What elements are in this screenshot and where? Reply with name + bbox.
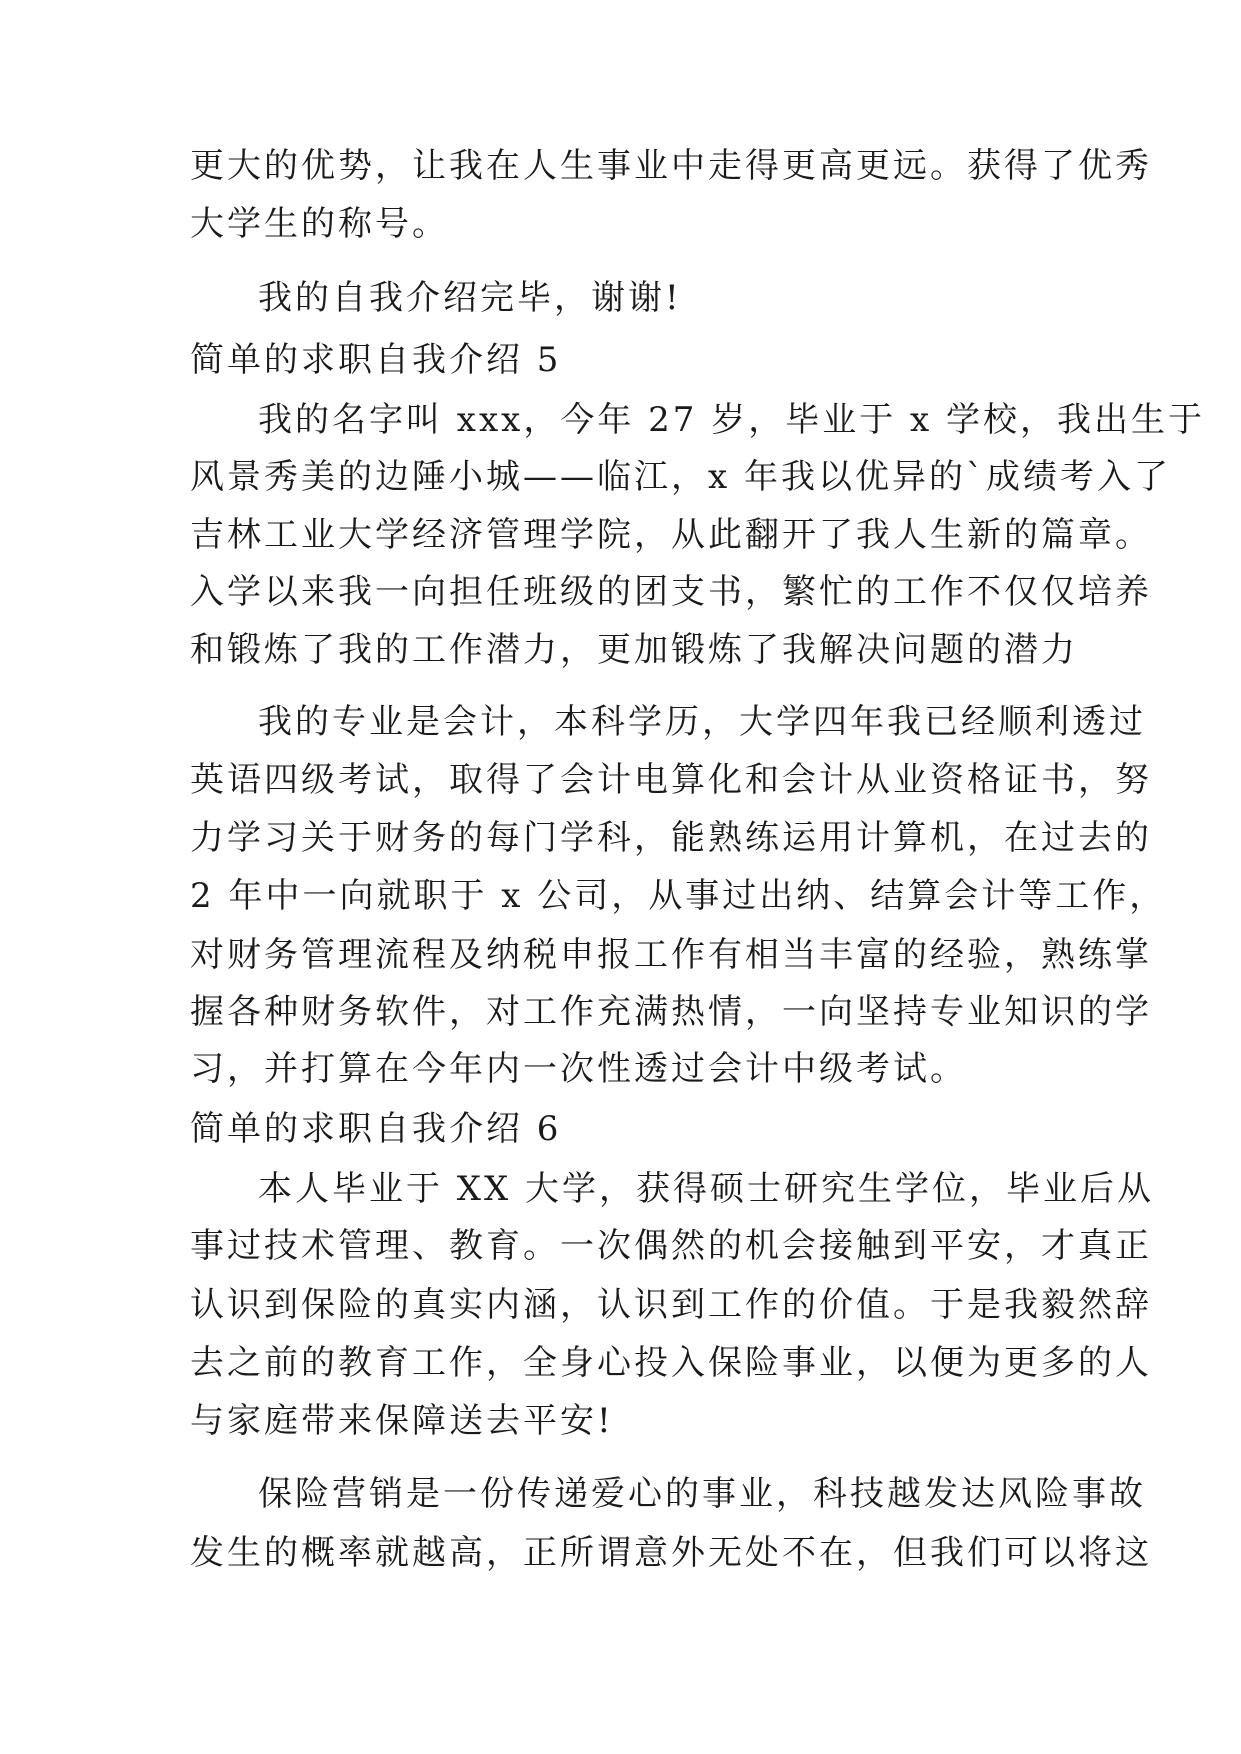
paragraph-line: 更大的优势，让我在人生事业中走得更高更远。获得了优秀	[190, 146, 1152, 186]
paragraph-line: 本人毕业于 XX 大学，获得硕士研究生学位，毕业后从	[258, 1169, 1155, 1209]
paragraph-line: 认识到保险的真实内涵，认识到工作的价值。于是我毅然辞	[190, 1285, 1152, 1325]
paragraph-line: 风景秀美的边陲小城——临江，x 年我以优异的`成绩考入了	[190, 457, 1171, 497]
paragraph-line: 我的名字叫 xxx，今年 27 岁，毕业于 x 学校，我出生于	[258, 400, 1205, 440]
paragraph-line: 大学生的称号。	[190, 204, 449, 244]
paragraph-line: 我的自我介绍完毕，谢谢!	[258, 278, 682, 318]
paragraph-line: 我的专业是会计，本科学历，大学四年我已经顺利透过	[258, 702, 1146, 742]
paragraph-line: 吉林工业大学经济管理学院，从此翻开了我人生新的篇章。	[190, 515, 1152, 555]
paragraph-line: 和锻炼了我的工作潜力，更加锻炼了我解决问题的潜力	[190, 630, 1078, 670]
section-heading: 简单的求职自我介绍 5	[190, 340, 562, 380]
paragraph-line: 习，并打算在今年内一次性透过会计中级考试。	[190, 1049, 967, 1089]
paragraph-line: 发生的概率就越高，正所谓意外无处不在，但我们可以将这	[190, 1533, 1152, 1573]
paragraph-line: 力学习关于财务的每门学科，能熟练运用计算机，在过去的	[190, 818, 1152, 858]
paragraph-line: 英语四级考试，取得了会计电算化和会计从业资格证书，努	[190, 760, 1152, 800]
paragraph-line: 与家庭带来保障送去平安!	[190, 1401, 614, 1441]
paragraph-line: 入学以来我一向担任班级的团支书，繁忙的工作不仅仅培养	[190, 572, 1152, 612]
paragraph-line: 2 年中一向就职于 x 公司，从事过出纳、结算会计等工作，	[190, 876, 1167, 916]
paragraph-line: 保险营销是一份传递爱心的事业，科技越发达风险事故	[258, 1474, 1146, 1514]
section-heading: 简单的求职自我介绍 6	[190, 1109, 562, 1149]
paragraph-line: 事过技术管理、教育。一次偶然的机会接触到平安，才真正	[190, 1226, 1152, 1266]
paragraph-line: 去之前的教育工作，全身心投入保险事业，以便为更多的人	[190, 1343, 1152, 1383]
paragraph-line: 握各种财务软件，对工作充满热情，一向坚持专业知识的学	[190, 992, 1152, 1032]
paragraph-line: 对财务管理流程及纳税申报工作有相当丰富的经验，熟练掌	[190, 935, 1152, 975]
